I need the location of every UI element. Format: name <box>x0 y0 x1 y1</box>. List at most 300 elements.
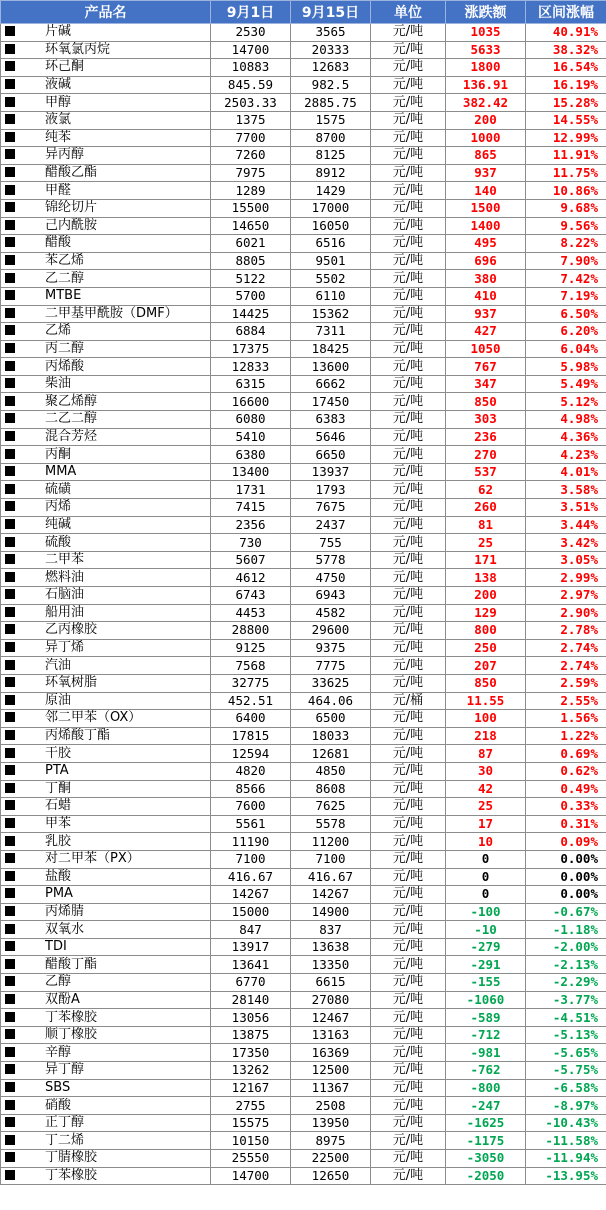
price-sep1-cell: 5700 <box>211 287 291 305</box>
price-sep15-cell: 8975 <box>291 1132 371 1150</box>
change-percent-cell: 8.22% <box>526 235 606 253</box>
table-row[interactable] <box>1 639 606 657</box>
price-sep15-cell: 18425 <box>291 340 371 358</box>
unit-cell: 元/吨 <box>371 481 446 499</box>
unit-cell: 元/吨 <box>371 446 446 464</box>
table-row[interactable] <box>1 974 606 992</box>
table-row[interactable] <box>1 991 606 1009</box>
price-sep1-cell: 5410 <box>211 428 291 446</box>
table-row[interactable] <box>1 1026 606 1044</box>
change-amount-cell: 1500 <box>446 199 526 217</box>
change-percent-cell: -0.67% <box>526 903 606 921</box>
change-percent-cell: -6.58% <box>526 1079 606 1097</box>
price-sep15-cell: 6110 <box>291 287 371 305</box>
price-sep1-cell: 28140 <box>211 991 291 1009</box>
price-sep1-cell: 17375 <box>211 340 291 358</box>
price-sep1-cell: 13056 <box>211 1009 291 1027</box>
square-bullet-icon <box>5 695 15 705</box>
price-sep1-cell: 2530 <box>211 24 291 42</box>
unit-cell: 元/吨 <box>371 833 446 851</box>
product-name: 丙二醇 <box>45 340 85 356</box>
change-percent-cell: 4.36% <box>526 428 606 446</box>
unit-cell: 元/吨 <box>371 1079 446 1097</box>
square-bullet-icon <box>5 748 15 758</box>
product-name-cell <box>1 446 211 464</box>
price-sep1-cell: 4453 <box>211 604 291 622</box>
change-amount-cell: 42 <box>446 780 526 798</box>
change-percent-cell: 14.55% <box>526 111 606 129</box>
product-name-cell <box>1 147 211 165</box>
table-row[interactable] <box>1 358 606 376</box>
product-name: PTA <box>45 763 69 779</box>
header-product-name[interactable]: 产品名 <box>1 1 211 24</box>
change-amount-cell: 495 <box>446 235 526 253</box>
table-row[interactable] <box>1 815 606 833</box>
unit-cell: 元/吨 <box>371 499 446 517</box>
table-row[interactable] <box>1 94 606 112</box>
square-bullet-icon <box>5 61 15 71</box>
unit-cell: 元/吨 <box>371 1132 446 1150</box>
price-sep1-cell: 6380 <box>211 446 291 464</box>
square-bullet-icon <box>5 800 15 810</box>
product-name-cell <box>1 604 211 622</box>
table-row[interactable] <box>1 903 606 921</box>
price-sep15-cell: 33625 <box>291 674 371 692</box>
price-sep1-cell: 8566 <box>211 780 291 798</box>
table-row[interactable] <box>1 534 606 552</box>
unit-cell: 元/吨 <box>371 235 446 253</box>
price-sep15-cell: 29600 <box>291 622 371 640</box>
unit-cell: 元/吨 <box>371 956 446 974</box>
unit-cell: 元/吨 <box>371 76 446 94</box>
table-row[interactable] <box>1 1132 606 1150</box>
product-name-cell <box>1 1097 211 1115</box>
product-name: 甲醛 <box>45 182 72 198</box>
change-amount-cell: -10 <box>446 921 526 939</box>
unit-cell: 元/吨 <box>371 534 446 552</box>
product-name: 二甲苯 <box>45 552 85 568</box>
unit-cell: 元/吨 <box>371 639 446 657</box>
price-sep15-cell: 3565 <box>291 24 371 42</box>
product-name-cell <box>1 411 211 429</box>
change-percent-cell: -5.13% <box>526 1026 606 1044</box>
table-row[interactable] <box>1 551 606 569</box>
table-row[interactable] <box>1 745 606 763</box>
header-sep1[interactable]: 9月1日 <box>211 1 291 24</box>
change-percent-cell: 3.51% <box>526 499 606 517</box>
square-bullet-icon <box>5 325 15 335</box>
product-name: 柴油 <box>45 376 72 392</box>
square-bullet-icon <box>5 79 15 89</box>
table-row[interactable] <box>1 147 606 165</box>
change-amount-cell: -100 <box>446 903 526 921</box>
unit-cell: 元/吨 <box>371 1150 446 1168</box>
change-amount-cell: 218 <box>446 727 526 745</box>
price-sep1-cell: 7415 <box>211 499 291 517</box>
product-name: 液氯 <box>45 112 72 128</box>
unit-cell: 元/吨 <box>371 974 446 992</box>
product-name: 辛醇 <box>45 1044 72 1060</box>
product-name: 乙丙橡胶 <box>45 622 98 638</box>
table-row[interactable] <box>1 516 606 534</box>
price-sep1-cell: 7700 <box>211 129 291 147</box>
product-name-cell <box>1 129 211 147</box>
price-sep15-cell: 9375 <box>291 639 371 657</box>
price-sep15-cell: 2437 <box>291 516 371 534</box>
square-bullet-icon <box>5 941 15 951</box>
price-sep1-cell: 6743 <box>211 587 291 605</box>
price-sep1-cell: 6080 <box>211 411 291 429</box>
product-name-cell <box>1 76 211 94</box>
price-sep1-cell: 14267 <box>211 886 291 904</box>
table-row[interactable] <box>1 287 606 305</box>
price-sep1-cell: 6770 <box>211 974 291 992</box>
price-sep15-cell: 4850 <box>291 762 371 780</box>
header-change[interactable]: 涨跌额 <box>446 1 526 24</box>
price-sep15-cell: 20333 <box>291 41 371 59</box>
price-sep15-cell: 4750 <box>291 569 371 587</box>
price-sep15-cell: 4582 <box>291 604 371 622</box>
change-percent-cell: -10.43% <box>526 1114 606 1132</box>
table-row[interactable] <box>1 446 606 464</box>
product-name-cell <box>1 886 211 904</box>
price-sep15-cell: 1429 <box>291 182 371 200</box>
price-sep1-cell: 15500 <box>211 199 291 217</box>
product-name-cell <box>1 1026 211 1044</box>
table-row[interactable] <box>1 710 606 728</box>
table-row[interactable] <box>1 1097 606 1115</box>
square-bullet-icon <box>5 1100 15 1110</box>
product-name-cell <box>1 340 211 358</box>
table-row[interactable] <box>1 1009 606 1027</box>
product-name-cell <box>1 569 211 587</box>
price-sep15-cell: 14900 <box>291 903 371 921</box>
square-bullet-icon <box>5 994 15 1004</box>
change-amount-cell: 850 <box>446 674 526 692</box>
product-name-cell <box>1 252 211 270</box>
product-name-cell <box>1 287 211 305</box>
table-row[interactable] <box>1 727 606 745</box>
table-row[interactable] <box>1 76 606 94</box>
square-bullet-icon <box>5 906 15 916</box>
product-name-cell <box>1 481 211 499</box>
price-sep1-cell: 4820 <box>211 762 291 780</box>
change-percent-cell: 3.58% <box>526 481 606 499</box>
change-amount-cell: 5633 <box>446 41 526 59</box>
change-percent-cell: 9.56% <box>526 217 606 235</box>
product-name-cell <box>1 94 211 112</box>
change-amount-cell: -291 <box>446 956 526 974</box>
change-amount-cell: 537 <box>446 463 526 481</box>
table-row[interactable] <box>1 59 606 77</box>
square-bullet-icon <box>5 1064 15 1074</box>
unit-cell: 元/吨 <box>371 674 446 692</box>
product-name-cell <box>1 1044 211 1062</box>
price-sep1-cell: 13917 <box>211 938 291 956</box>
product-name: 异丙醇 <box>45 147 85 163</box>
product-name: 乙烯 <box>45 323 72 339</box>
table-row[interactable] <box>1 1150 606 1168</box>
change-amount-cell: 129 <box>446 604 526 622</box>
table-row[interactable] <box>1 798 606 816</box>
table-row[interactable] <box>1 692 606 710</box>
price-sep1-cell: 1731 <box>211 481 291 499</box>
product-name: 乳胶 <box>45 833 72 849</box>
table-row[interactable] <box>1 850 606 868</box>
price-sep15-cell: 17000 <box>291 199 371 217</box>
table-row[interactable] <box>1 886 606 904</box>
product-name: 丙烯酸丁酯 <box>45 728 111 744</box>
table-row[interactable] <box>1 587 606 605</box>
table-row[interactable] <box>1 164 606 182</box>
table-row[interactable] <box>1 235 606 253</box>
price-sep15-cell: 2885.75 <box>291 94 371 112</box>
price-sep1-cell: 2356 <box>211 516 291 534</box>
table-row[interactable] <box>1 252 606 270</box>
unit-cell: 元/吨 <box>371 111 446 129</box>
product-name: 丁苯橡胶 <box>45 1167 98 1183</box>
square-bullet-icon <box>5 660 15 670</box>
square-bullet-icon <box>5 501 15 511</box>
product-name-cell <box>1 323 211 341</box>
table-row[interactable] <box>1 1079 606 1097</box>
change-amount-cell: 0 <box>446 850 526 868</box>
price-sep1-cell: 14425 <box>211 305 291 323</box>
table-row[interactable] <box>1 463 606 481</box>
change-percent-cell: 38.32% <box>526 41 606 59</box>
change-percent-cell: -2.00% <box>526 938 606 956</box>
table-row[interactable] <box>1 411 606 429</box>
price-sep15-cell: 6650 <box>291 446 371 464</box>
square-bullet-icon <box>5 519 15 529</box>
table-row[interactable] <box>1 41 606 59</box>
change-percent-cell: 6.20% <box>526 323 606 341</box>
table-row[interactable] <box>1 762 606 780</box>
header-sep15[interactable]: 9月15日 <box>291 1 371 24</box>
product-name: 异丁烯 <box>45 640 85 656</box>
change-percent-cell: 5.98% <box>526 358 606 376</box>
price-sep15-cell: 7775 <box>291 657 371 675</box>
product-name: 丙烯酸 <box>45 358 85 374</box>
square-bullet-icon <box>5 1029 15 1039</box>
table-row[interactable] <box>1 323 606 341</box>
price-sep15-cell: 15362 <box>291 305 371 323</box>
change-percent-cell: 0.09% <box>526 833 606 851</box>
change-percent-cell: 0.33% <box>526 798 606 816</box>
unit-cell: 元/吨 <box>371 375 446 393</box>
product-name: 丁二烯 <box>45 1132 85 1148</box>
header-row <box>1 1 606 24</box>
price-sep1-cell: 12167 <box>211 1079 291 1097</box>
price-sep1-cell: 7568 <box>211 657 291 675</box>
price-sep1-cell: 6884 <box>211 323 291 341</box>
table-row[interactable] <box>1 1062 606 1080</box>
price-sep15-cell: 7675 <box>291 499 371 517</box>
table-row[interactable] <box>1 569 606 587</box>
change-percent-cell: -2.29% <box>526 974 606 992</box>
table-row[interactable] <box>1 217 606 235</box>
product-name: 醋酸乙酯 <box>45 165 98 181</box>
product-name-cell <box>1 639 211 657</box>
product-name: 硫磺 <box>45 481 72 497</box>
product-name: 环氧树脂 <box>45 675 98 691</box>
product-name-cell <box>1 305 211 323</box>
table-row[interactable] <box>1 868 606 886</box>
change-amount-cell: 1050 <box>446 340 526 358</box>
unit-cell: 元/吨 <box>371 798 446 816</box>
change-percent-cell: 7.90% <box>526 252 606 270</box>
table-row[interactable] <box>1 657 606 675</box>
product-name-cell <box>1 991 211 1009</box>
price-sep1-cell: 2503.33 <box>211 94 291 112</box>
product-name: 邻二甲苯（OX） <box>45 710 142 726</box>
price-sep1-cell: 730 <box>211 534 291 552</box>
table-row[interactable] <box>1 956 606 974</box>
change-amount-cell: 10 <box>446 833 526 851</box>
product-name: 片碱 <box>45 24 72 40</box>
table-row[interactable] <box>1 622 606 640</box>
table-row[interactable] <box>1 481 606 499</box>
change-amount-cell: -2050 <box>446 1167 526 1185</box>
product-name-cell <box>1 921 211 939</box>
unit-cell: 元/吨 <box>371 41 446 59</box>
price-sep1-cell: 13641 <box>211 956 291 974</box>
change-percent-cell: -4.51% <box>526 1009 606 1027</box>
header-unit[interactable]: 单位 <box>371 1 446 24</box>
change-amount-cell: 410 <box>446 287 526 305</box>
table-row[interactable] <box>1 428 606 446</box>
change-percent-cell: 4.23% <box>526 446 606 464</box>
square-bullet-icon <box>5 343 15 353</box>
change-percent-cell: -2.13% <box>526 956 606 974</box>
product-name-cell <box>1 1009 211 1027</box>
product-name-cell <box>1 1114 211 1132</box>
square-bullet-icon <box>5 290 15 300</box>
product-name: 乙二醇 <box>45 270 85 286</box>
table-row[interactable] <box>1 305 606 323</box>
price-sep15-cell: 2508 <box>291 1097 371 1115</box>
square-bullet-icon <box>5 1135 15 1145</box>
square-bullet-icon <box>5 273 15 283</box>
change-percent-cell: 3.05% <box>526 551 606 569</box>
square-bullet-icon <box>5 642 15 652</box>
change-percent-cell: 1.56% <box>526 710 606 728</box>
table-row[interactable] <box>1 393 606 411</box>
product-name-cell <box>1 41 211 59</box>
price-sep1-cell: 5122 <box>211 270 291 288</box>
price-sep15-cell: 13600 <box>291 358 371 376</box>
price-sep15-cell: 13350 <box>291 956 371 974</box>
change-amount-cell: 767 <box>446 358 526 376</box>
change-percent-cell: 0.62% <box>526 762 606 780</box>
change-amount-cell: -981 <box>446 1044 526 1062</box>
price-sep15-cell: 22500 <box>291 1150 371 1168</box>
product-name: 丙烯 <box>45 499 72 515</box>
table-row[interactable] <box>1 375 606 393</box>
table-row[interactable] <box>1 111 606 129</box>
product-name-cell <box>1 428 211 446</box>
change-amount-cell: 200 <box>446 111 526 129</box>
table-row[interactable] <box>1 199 606 217</box>
square-bullet-icon <box>5 44 15 54</box>
price-sep1-cell: 1289 <box>211 182 291 200</box>
table-row[interactable] <box>1 780 606 798</box>
price-sep15-cell: 755 <box>291 534 371 552</box>
table-row[interactable] <box>1 604 606 622</box>
table-row[interactable] <box>1 182 606 200</box>
product-name: MMA <box>45 464 77 480</box>
square-bullet-icon <box>5 466 15 476</box>
product-name-cell <box>1 164 211 182</box>
change-amount-cell: 87 <box>446 745 526 763</box>
unit-cell: 元/吨 <box>371 129 446 147</box>
table-row[interactable] <box>1 938 606 956</box>
price-sep1-cell: 11190 <box>211 833 291 851</box>
product-name-cell <box>1 974 211 992</box>
product-name-cell <box>1 762 211 780</box>
table-row[interactable] <box>1 674 606 692</box>
unit-cell: 元/吨 <box>371 164 446 182</box>
price-sep1-cell: 7975 <box>211 164 291 182</box>
change-percent-cell: -13.95% <box>526 1167 606 1185</box>
table-row[interactable] <box>1 270 606 288</box>
price-sep15-cell: 12467 <box>291 1009 371 1027</box>
product-name-cell <box>1 745 211 763</box>
product-name-cell <box>1 780 211 798</box>
table-row[interactable] <box>1 1167 606 1185</box>
product-name: 硫酸 <box>45 534 72 550</box>
change-percent-cell: 1.22% <box>526 727 606 745</box>
table-row[interactable] <box>1 499 606 517</box>
table-row[interactable] <box>1 340 606 358</box>
change-amount-cell: 25 <box>446 798 526 816</box>
product-name: 甲醇 <box>45 94 72 110</box>
unit-cell: 元/吨 <box>371 323 446 341</box>
product-name: TDI <box>45 939 67 955</box>
product-name-cell <box>1 1132 211 1150</box>
table-row[interactable] <box>1 833 606 851</box>
change-percent-cell: 16.54% <box>526 59 606 77</box>
table-row[interactable] <box>1 129 606 147</box>
price-sep15-cell: 416.67 <box>291 868 371 886</box>
price-sep15-cell: 11200 <box>291 833 371 851</box>
product-name: 苯乙烯 <box>45 253 85 269</box>
square-bullet-icon <box>5 1047 15 1057</box>
change-percent-cell: 4.98% <box>526 411 606 429</box>
price-sep15-cell: 12681 <box>291 745 371 763</box>
change-percent-cell: -5.65% <box>526 1044 606 1062</box>
product-name-cell <box>1 516 211 534</box>
change-percent-cell: 2.74% <box>526 657 606 675</box>
product-name-cell <box>1 1167 211 1185</box>
change-amount-cell: -1625 <box>446 1114 526 1132</box>
price-sep1-cell: 1375 <box>211 111 291 129</box>
change-amount-cell: 260 <box>446 499 526 517</box>
change-amount-cell: 427 <box>446 323 526 341</box>
change-amount-cell: 1000 <box>446 129 526 147</box>
product-name: PMA <box>45 886 73 902</box>
product-name: 石蜡 <box>45 798 72 814</box>
product-name-cell <box>1 850 211 868</box>
table-row[interactable] <box>1 1114 606 1132</box>
header-change-pct[interactable]: 区间涨幅 <box>526 1 606 24</box>
unit-cell: 元/吨 <box>371 1097 446 1115</box>
price-sep15-cell: 7311 <box>291 323 371 341</box>
table-row[interactable] <box>1 921 606 939</box>
table-row[interactable] <box>1 1044 606 1062</box>
change-amount-cell: 380 <box>446 270 526 288</box>
table-row[interactable] <box>1 24 606 42</box>
